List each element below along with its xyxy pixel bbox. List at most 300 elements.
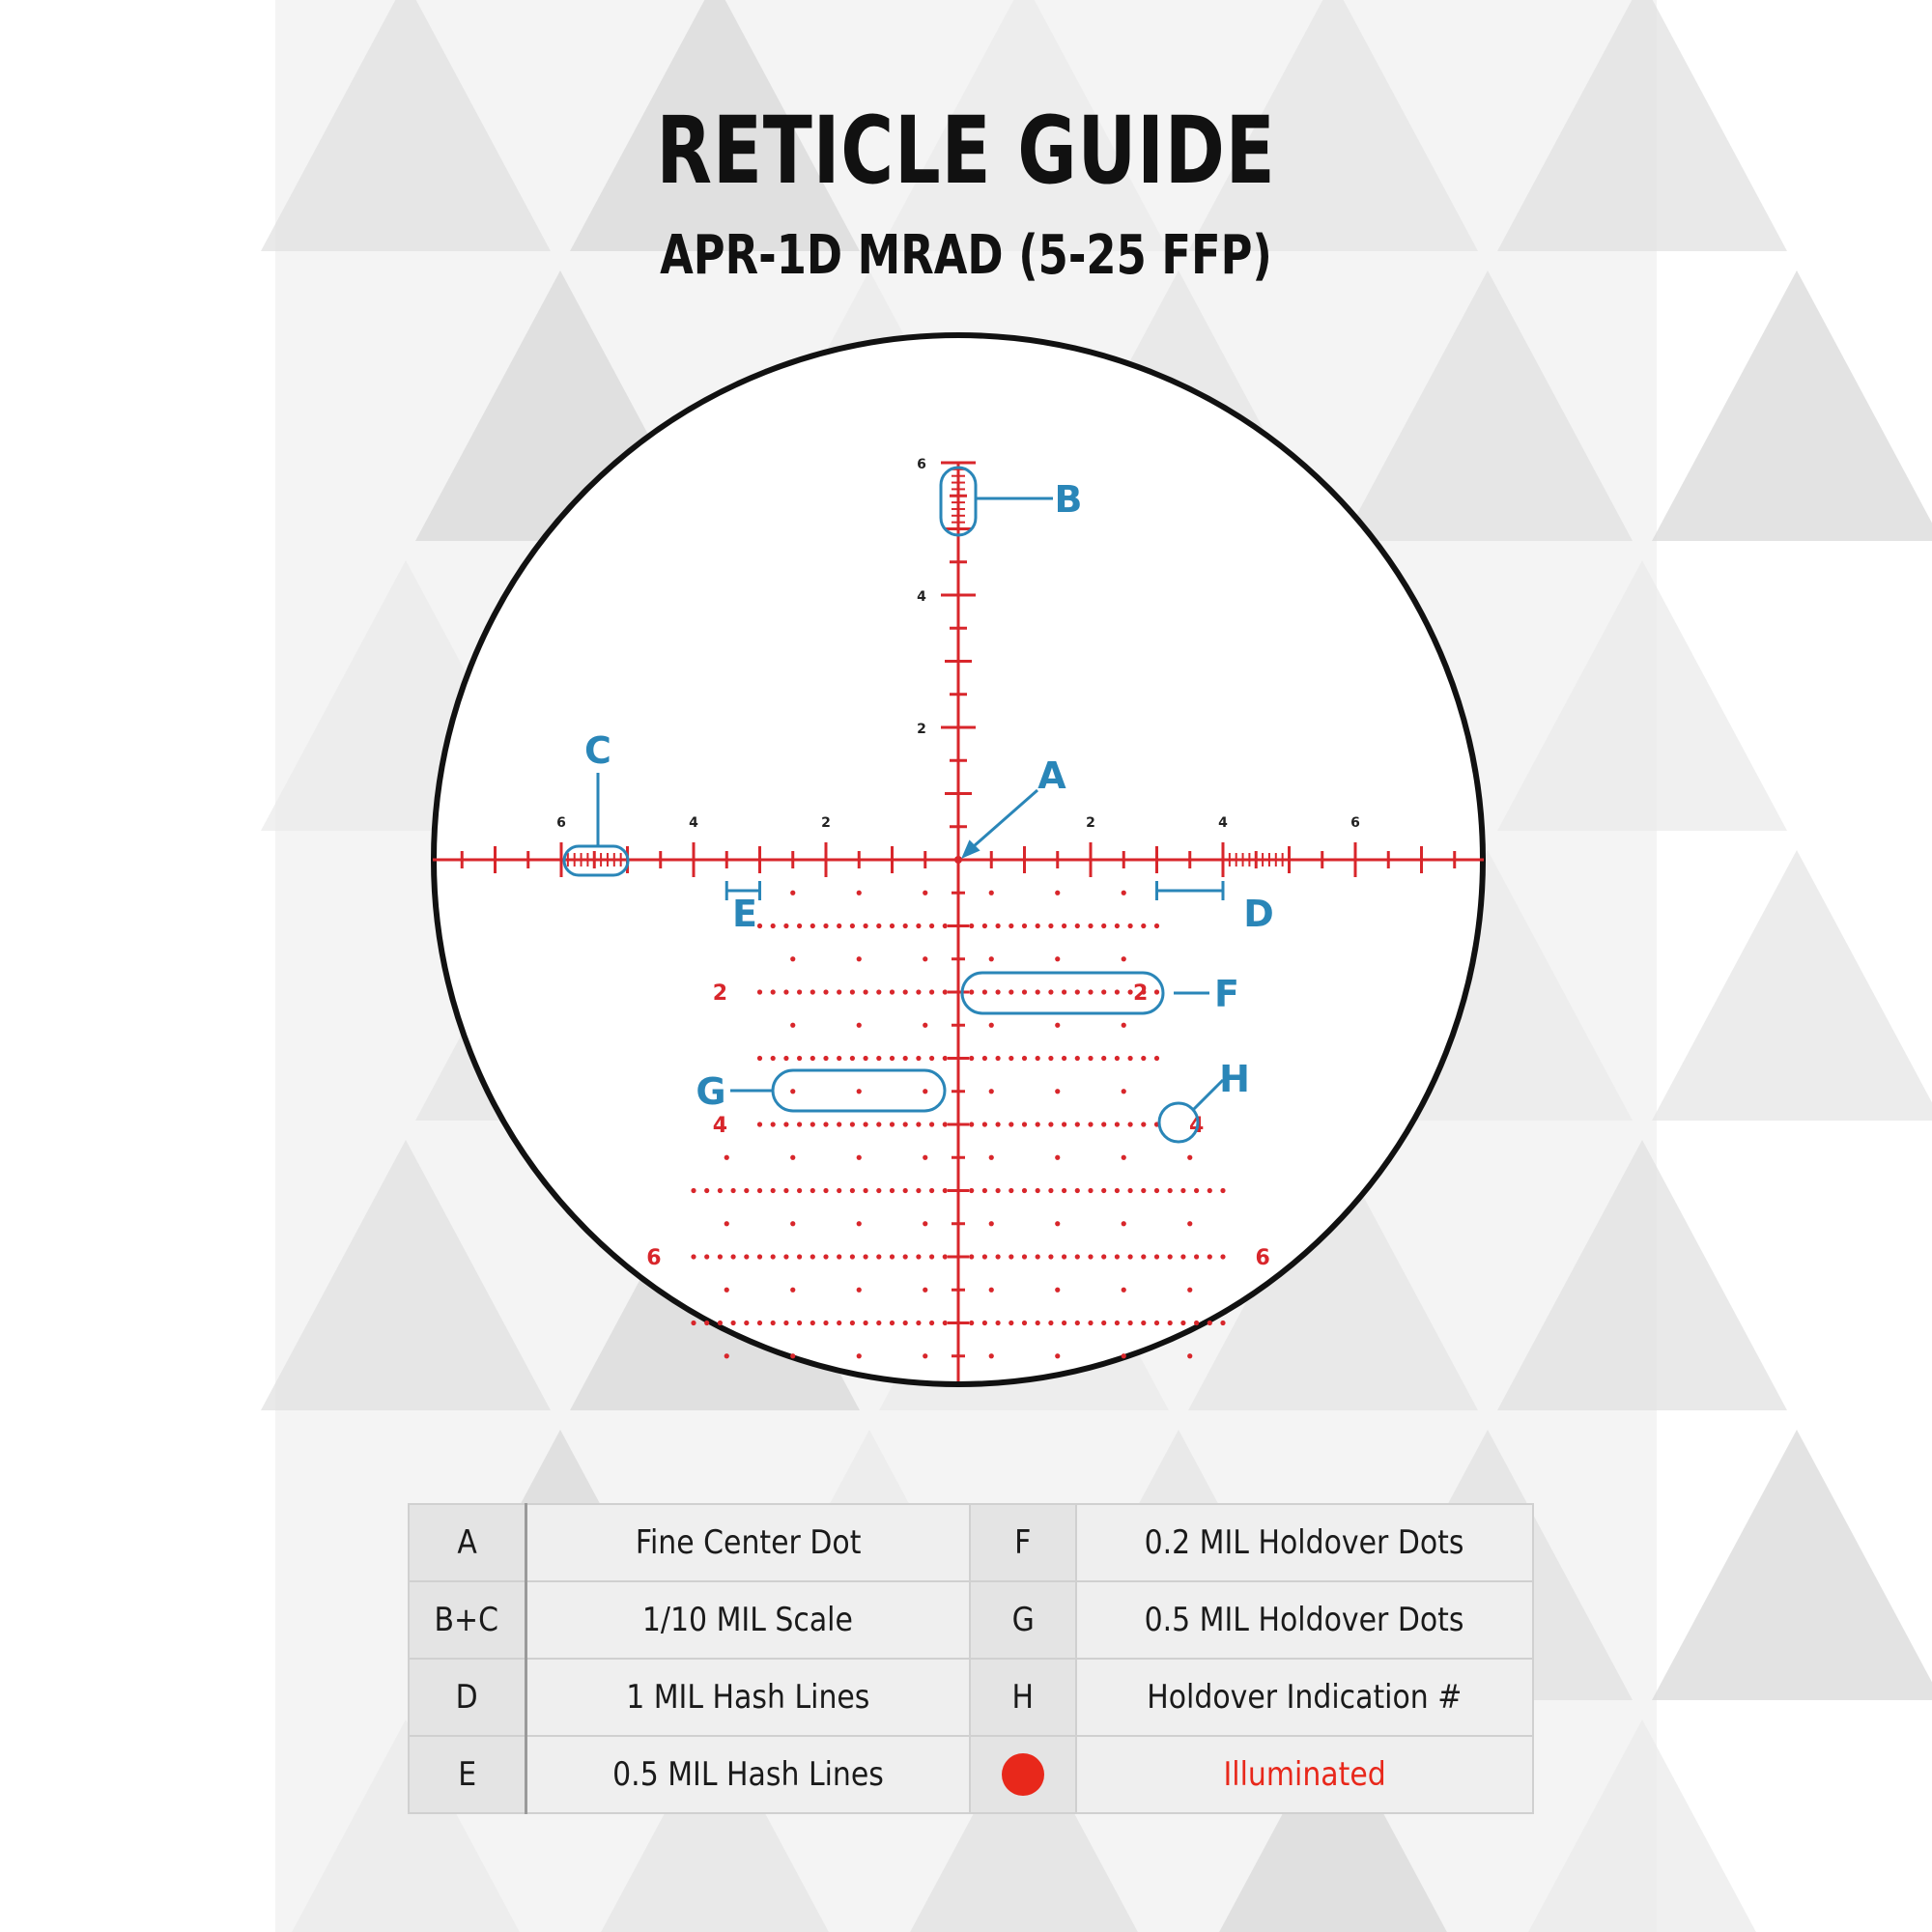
holdover-dot	[1075, 989, 1080, 994]
legend-description-text: Fine Center Dot	[635, 1523, 862, 1562]
holdover-dot	[1088, 1254, 1093, 1259]
holdover-dot	[744, 1321, 749, 1325]
legend-key	[409, 1581, 526, 1659]
legend-description-text: 0.2 MIL Holdover Dots	[1145, 1523, 1464, 1562]
holdover-dot	[718, 1321, 723, 1325]
holdover-dot	[876, 1321, 881, 1325]
vertical-number-label: 6	[917, 457, 926, 472]
holdover-dot	[969, 989, 974, 994]
holdover-dot	[691, 1188, 696, 1193]
holdover-dot	[1055, 1155, 1060, 1160]
holdover-dot	[691, 1321, 696, 1325]
legend-key-illuminated	[970, 1736, 1076, 1813]
holdover-dot	[790, 1155, 795, 1160]
holdover-dot	[857, 956, 862, 961]
holdover-dot	[823, 1056, 828, 1061]
holdover-dot	[757, 923, 762, 928]
holdover-dot	[1141, 1321, 1146, 1325]
center-dot	[954, 856, 962, 864]
holdover-dot	[996, 1321, 1001, 1325]
holdover-dot	[810, 1056, 815, 1061]
holdover-dot	[724, 1155, 729, 1160]
holdover-dot	[943, 1122, 948, 1126]
legend-description-text: 1/10 MIL Scale	[642, 1601, 854, 1639]
holdover-dot	[790, 1089, 795, 1094]
holdover-dot	[1115, 989, 1120, 994]
holdover-dot	[771, 923, 776, 928]
holdover-dot	[1122, 1023, 1126, 1028]
holdover-dot	[969, 1321, 974, 1325]
holdover-dot	[837, 923, 841, 928]
holdover-dot	[1168, 1321, 1173, 1325]
holdover-dot	[890, 1122, 895, 1126]
holdover-dot	[1187, 1221, 1192, 1226]
holdover-dot	[969, 1122, 974, 1126]
holdover-dot	[982, 1122, 987, 1126]
holdover-dot	[1122, 1155, 1126, 1160]
holdover-dot	[989, 1155, 994, 1160]
callout-label-e: E	[732, 893, 757, 935]
holdover-dot	[890, 989, 895, 994]
holdover-dot	[929, 1056, 934, 1061]
holdover-dot	[1115, 1188, 1120, 1193]
holdover-dot	[989, 891, 994, 895]
holdover-dot	[876, 1188, 881, 1193]
holdover-dot	[810, 923, 815, 928]
holdover-dot	[790, 1353, 795, 1358]
legend-key	[409, 1659, 526, 1736]
holdover-dot	[1048, 1056, 1053, 1061]
holdover-dot	[864, 1122, 868, 1126]
holdover-dot	[916, 923, 921, 928]
holdover-dot	[857, 891, 862, 895]
holdover-dot	[1062, 1056, 1066, 1061]
holdover-dot	[1075, 923, 1080, 928]
holdover-dot	[771, 1122, 776, 1126]
holdover-dot	[864, 1188, 868, 1193]
holdover-dot	[1075, 1188, 1080, 1193]
holdover-dot	[864, 923, 868, 928]
holdover-dot	[823, 1254, 828, 1259]
holdover-dot	[783, 1188, 788, 1193]
holdover-dot	[903, 1321, 908, 1325]
holdover-dot	[1141, 923, 1146, 928]
holdover-dot	[783, 1122, 788, 1126]
holdover-dot	[731, 1321, 736, 1325]
holdover-dot	[1022, 1056, 1027, 1061]
holdover-dot	[1022, 1254, 1027, 1259]
holdover-dot	[1187, 1353, 1192, 1358]
holdover-dot	[943, 1254, 948, 1259]
holdover-dot	[1048, 1122, 1053, 1126]
holdover-dot	[837, 1254, 841, 1259]
holdover-dot	[1180, 1188, 1185, 1193]
holdover-dot	[989, 1089, 994, 1094]
holdover-dot	[810, 1122, 815, 1126]
holdover-dot	[923, 1221, 927, 1226]
legend-description	[1076, 1659, 1533, 1736]
holdover-dot	[1115, 1321, 1120, 1325]
holdover-dot	[790, 1023, 795, 1028]
legend-key	[970, 1581, 1076, 1659]
holdover-dot	[1220, 1321, 1225, 1325]
holdover-dot	[1141, 1056, 1146, 1061]
holdover-dot	[876, 989, 881, 994]
legend-table	[408, 1503, 1534, 1814]
holdover-dot	[923, 1023, 927, 1028]
holdover-dot	[1009, 1321, 1013, 1325]
holdover-dot	[923, 891, 927, 895]
holdover-dot	[1154, 989, 1159, 994]
legend-key	[409, 1736, 526, 1813]
holdover-dot	[903, 1188, 908, 1193]
holdover-dot	[1055, 1353, 1060, 1358]
holdover-dot	[1128, 1188, 1133, 1193]
holdover-dot	[890, 1254, 895, 1259]
holdover-dot	[810, 1188, 815, 1193]
holdover-dot	[1101, 1056, 1106, 1061]
holdover-dot	[857, 1288, 862, 1293]
holdover-dot	[1101, 1122, 1106, 1126]
holdover-dot	[929, 1122, 934, 1126]
holdover-dot	[1062, 923, 1066, 928]
holdover-dot	[1055, 1089, 1060, 1094]
holdover-dot	[923, 956, 927, 961]
holdover-dot	[1122, 1288, 1126, 1293]
legend-key-text: G	[1011, 1601, 1035, 1639]
holdover-dot	[797, 1321, 802, 1325]
holdover-dot	[850, 1254, 855, 1259]
holdover-dot	[943, 1321, 948, 1325]
callout-label-h: H	[1219, 1058, 1250, 1100]
holdover-dot	[790, 1221, 795, 1226]
horizontal-number-label: 6	[1350, 815, 1360, 831]
horizontal-number-label: 6	[556, 815, 566, 831]
holdover-dot	[1101, 923, 1106, 928]
holdover-dot	[1062, 1254, 1066, 1259]
holdover-number-left: 2	[712, 981, 728, 1006]
holdover-dot	[790, 1288, 795, 1293]
holdover-dot	[982, 1188, 987, 1193]
holdover-dot	[1187, 1288, 1192, 1293]
holdover-dot	[1115, 1056, 1120, 1061]
holdover-dot	[1022, 1122, 1027, 1126]
holdover-dot	[1048, 1188, 1053, 1193]
holdover-dot	[783, 1321, 788, 1325]
holdover-dot	[923, 1288, 927, 1293]
holdover-dot	[1141, 1122, 1146, 1126]
holdover-dot	[757, 989, 762, 994]
holdover-dot	[1101, 1254, 1106, 1259]
holdover-dot	[1088, 1056, 1093, 1061]
holdover-dot	[982, 923, 987, 928]
vertical-number-label: 4	[917, 589, 926, 605]
holdover-dot	[1194, 1254, 1199, 1259]
holdover-dot	[1122, 1221, 1126, 1226]
legend-key-text: D	[455, 1678, 478, 1717]
holdover-dot	[850, 1122, 855, 1126]
holdover-dot	[1180, 1321, 1185, 1325]
holdover-dot	[797, 1254, 802, 1259]
holdover-dot	[797, 1122, 802, 1126]
holdover-dot	[783, 923, 788, 928]
holdover-dot	[724, 1221, 729, 1226]
holdover-dot	[916, 1321, 921, 1325]
holdover-dot	[691, 1254, 696, 1259]
holdover-dot	[1009, 1188, 1013, 1193]
holdover-dot	[1122, 1353, 1126, 1358]
holdover-dot	[704, 1254, 709, 1259]
holdover-dot	[903, 1056, 908, 1061]
callout-label-d: D	[1243, 893, 1274, 935]
holdover-dot	[1154, 1321, 1159, 1325]
holdover-dot	[903, 1254, 908, 1259]
holdover-dot	[783, 1056, 788, 1061]
holdover-dot	[1088, 1321, 1093, 1325]
holdover-dot	[982, 1254, 987, 1259]
page-subtitle: APR-1D MRAD (5-25 FFP)	[660, 224, 1272, 287]
holdover-dot	[823, 1122, 828, 1126]
holdover-dot	[943, 1056, 948, 1061]
legend-description-text: 1 MIL Hash Lines	[626, 1678, 870, 1717]
holdover-dot	[857, 1155, 862, 1160]
legend-description	[526, 1504, 970, 1581]
holdover-number-left: 6	[646, 1246, 662, 1270]
holdover-dot	[903, 1122, 908, 1126]
holdover-dot	[1036, 989, 1040, 994]
holdover-dot	[982, 1321, 987, 1325]
holdover-dot	[1141, 1254, 1146, 1259]
legend-row	[409, 1659, 1533, 1736]
holdover-dot	[1036, 923, 1040, 928]
holdover-dot	[876, 1254, 881, 1259]
holdover-dot	[923, 1155, 927, 1160]
horizontal-number-label: 2	[1086, 815, 1095, 831]
red-dot-icon	[1002, 1753, 1044, 1796]
holdover-dot	[783, 1254, 788, 1259]
holdover-dot	[837, 1122, 841, 1126]
holdover-dot	[1128, 989, 1133, 994]
legend-description	[526, 1581, 970, 1659]
holdover-dot	[724, 1288, 729, 1293]
legend-key-text: F	[1014, 1523, 1032, 1562]
holdover-dot	[1055, 1221, 1060, 1226]
holdover-dot	[857, 1221, 862, 1226]
horizontal-number-label: 4	[689, 815, 698, 831]
holdover-dot	[771, 1188, 776, 1193]
holdover-dot	[1180, 1254, 1185, 1259]
holdover-dot	[837, 1188, 841, 1193]
holdover-number-right: 6	[1255, 1246, 1270, 1270]
holdover-dot	[1048, 923, 1053, 928]
legend-description	[1076, 1504, 1533, 1581]
legend-description	[1076, 1581, 1533, 1659]
holdover-dot	[1128, 1056, 1133, 1061]
holdover-dot	[744, 1254, 749, 1259]
holdover-dot	[989, 1353, 994, 1358]
holdover-dot	[864, 989, 868, 994]
holdover-dot	[857, 1089, 862, 1094]
holdover-dot	[1048, 989, 1053, 994]
legend-key	[970, 1504, 1076, 1581]
holdover-dot	[757, 1122, 762, 1126]
holdover-dot	[923, 1089, 927, 1094]
holdover-dot	[1154, 1188, 1159, 1193]
holdover-dot	[1009, 923, 1013, 928]
holdover-dot	[771, 1321, 776, 1325]
holdover-dot	[916, 1122, 921, 1126]
holdover-dot	[823, 1188, 828, 1193]
holdover-dot	[969, 1188, 974, 1193]
holdover-dot	[1009, 1056, 1013, 1061]
legend-description	[526, 1736, 970, 1813]
holdover-dot	[1208, 1321, 1212, 1325]
holdover-dot	[704, 1321, 709, 1325]
holdover-dot	[890, 1056, 895, 1061]
holdover-number-left: 4	[712, 1114, 728, 1138]
holdover-dot	[757, 1188, 762, 1193]
holdover-dot	[1128, 1321, 1133, 1325]
holdover-dot	[1208, 1254, 1212, 1259]
holdover-dot	[850, 1188, 855, 1193]
holdover-dot	[771, 1056, 776, 1061]
holdover-dot	[1088, 923, 1093, 928]
holdover-dot	[1036, 1122, 1040, 1126]
holdover-dot	[1009, 1254, 1013, 1259]
holdover-dot	[1075, 1056, 1080, 1061]
holdover-dot	[1022, 923, 1027, 928]
holdover-dot	[1194, 1188, 1199, 1193]
holdover-dot	[996, 989, 1001, 994]
holdover-dot	[1088, 989, 1093, 994]
holdover-dot	[757, 1321, 762, 1325]
legend-key-text: A	[457, 1523, 477, 1562]
holdover-dot	[923, 1353, 927, 1358]
holdover-dot	[1208, 1188, 1212, 1193]
legend-key	[409, 1504, 526, 1581]
legend-row	[409, 1581, 1533, 1659]
page-title: RETICLE GUIDE	[656, 97, 1276, 205]
holdover-dot	[783, 989, 788, 994]
holdover-dot	[718, 1254, 723, 1259]
holdover-dot	[903, 989, 908, 994]
legend-description	[1076, 1736, 1533, 1813]
holdover-dot	[996, 1056, 1001, 1061]
legend-description	[526, 1659, 970, 1736]
legend-key-text: B+C	[435, 1601, 499, 1639]
callout-label-f: F	[1214, 973, 1239, 1015]
holdover-dot	[771, 1254, 776, 1259]
holdover-dot	[810, 1254, 815, 1259]
holdover-dot	[823, 923, 828, 928]
holdover-dot	[1062, 1321, 1066, 1325]
legend-key	[970, 1659, 1076, 1736]
holdover-dot	[1036, 1056, 1040, 1061]
holdover-dot	[1154, 1056, 1159, 1061]
holdover-dot	[810, 989, 815, 994]
holdover-dot	[1075, 1321, 1080, 1325]
holdover-dot	[1220, 1254, 1225, 1259]
holdover-dot	[1154, 1254, 1159, 1259]
callout-label-b: B	[1054, 478, 1083, 521]
holdover-dot	[929, 989, 934, 994]
holdover-dot	[1022, 989, 1027, 994]
holdover-dot	[876, 923, 881, 928]
holdover-dot	[1036, 1188, 1040, 1193]
holdover-dot	[797, 1188, 802, 1193]
holdover-dot	[837, 1321, 841, 1325]
holdover-dot	[731, 1188, 736, 1193]
holdover-dot	[790, 956, 795, 961]
holdover-dot	[1022, 1321, 1027, 1325]
legend-row	[409, 1504, 1533, 1581]
holdover-dot	[1122, 1089, 1126, 1094]
holdover-dot	[916, 1056, 921, 1061]
holdover-dot	[916, 989, 921, 994]
holdover-dot	[1187, 1155, 1192, 1160]
holdover-dot	[1048, 1254, 1053, 1259]
holdover-dot	[929, 1321, 934, 1325]
holdover-dot	[890, 1188, 895, 1193]
legend-description-text: Illuminated	[1223, 1755, 1386, 1794]
holdover-dot	[996, 1122, 1001, 1126]
holdover-dot	[1128, 1122, 1133, 1126]
holdover-dot	[850, 1321, 855, 1325]
holdover-dot	[969, 1254, 974, 1259]
holdover-dot	[1220, 1188, 1225, 1193]
holdover-dot	[790, 891, 795, 895]
holdover-dot	[1075, 1122, 1080, 1126]
holdover-dot	[1141, 1188, 1146, 1193]
holdover-dot	[1062, 1122, 1066, 1126]
holdover-dot	[996, 1188, 1001, 1193]
callout-label-g: G	[696, 1070, 726, 1113]
holdover-dot	[744, 1188, 749, 1193]
holdover-dot	[1055, 956, 1060, 961]
holdover-dot	[1062, 1188, 1066, 1193]
holdover-dot	[823, 989, 828, 994]
holdover-dot	[890, 1321, 895, 1325]
holdover-dot	[989, 1288, 994, 1293]
holdover-dot	[1009, 1122, 1013, 1126]
holdover-dot	[797, 923, 802, 928]
holdover-dot	[1048, 1321, 1053, 1325]
legend-description-text: 0.5 MIL Hash Lines	[611, 1755, 884, 1794]
holdover-dot	[1168, 1254, 1173, 1259]
holdover-dot	[797, 989, 802, 994]
holdover-dot	[989, 956, 994, 961]
holdover-dot	[1062, 989, 1066, 994]
holdover-dot	[757, 1254, 762, 1259]
legend-row	[409, 1736, 1533, 1813]
holdover-dot	[771, 989, 776, 994]
legend-description-text: Holdover Indication #	[1147, 1678, 1463, 1717]
holdover-dot	[969, 923, 974, 928]
holdover-dot	[1128, 923, 1133, 928]
holdover-dot	[1122, 956, 1126, 961]
callout-label-a: A	[1037, 754, 1066, 797]
holdover-dot	[704, 1188, 709, 1193]
holdover-dot	[916, 1254, 921, 1259]
holdover-dot	[943, 923, 948, 928]
holdover-dot	[837, 1056, 841, 1061]
holdover-dot	[1055, 1023, 1060, 1028]
holdover-dot	[989, 1221, 994, 1226]
vertical-number-label: 2	[917, 722, 926, 737]
holdover-dot	[1009, 989, 1013, 994]
holdover-dot	[1088, 1188, 1093, 1193]
holdover-dot	[718, 1188, 723, 1193]
